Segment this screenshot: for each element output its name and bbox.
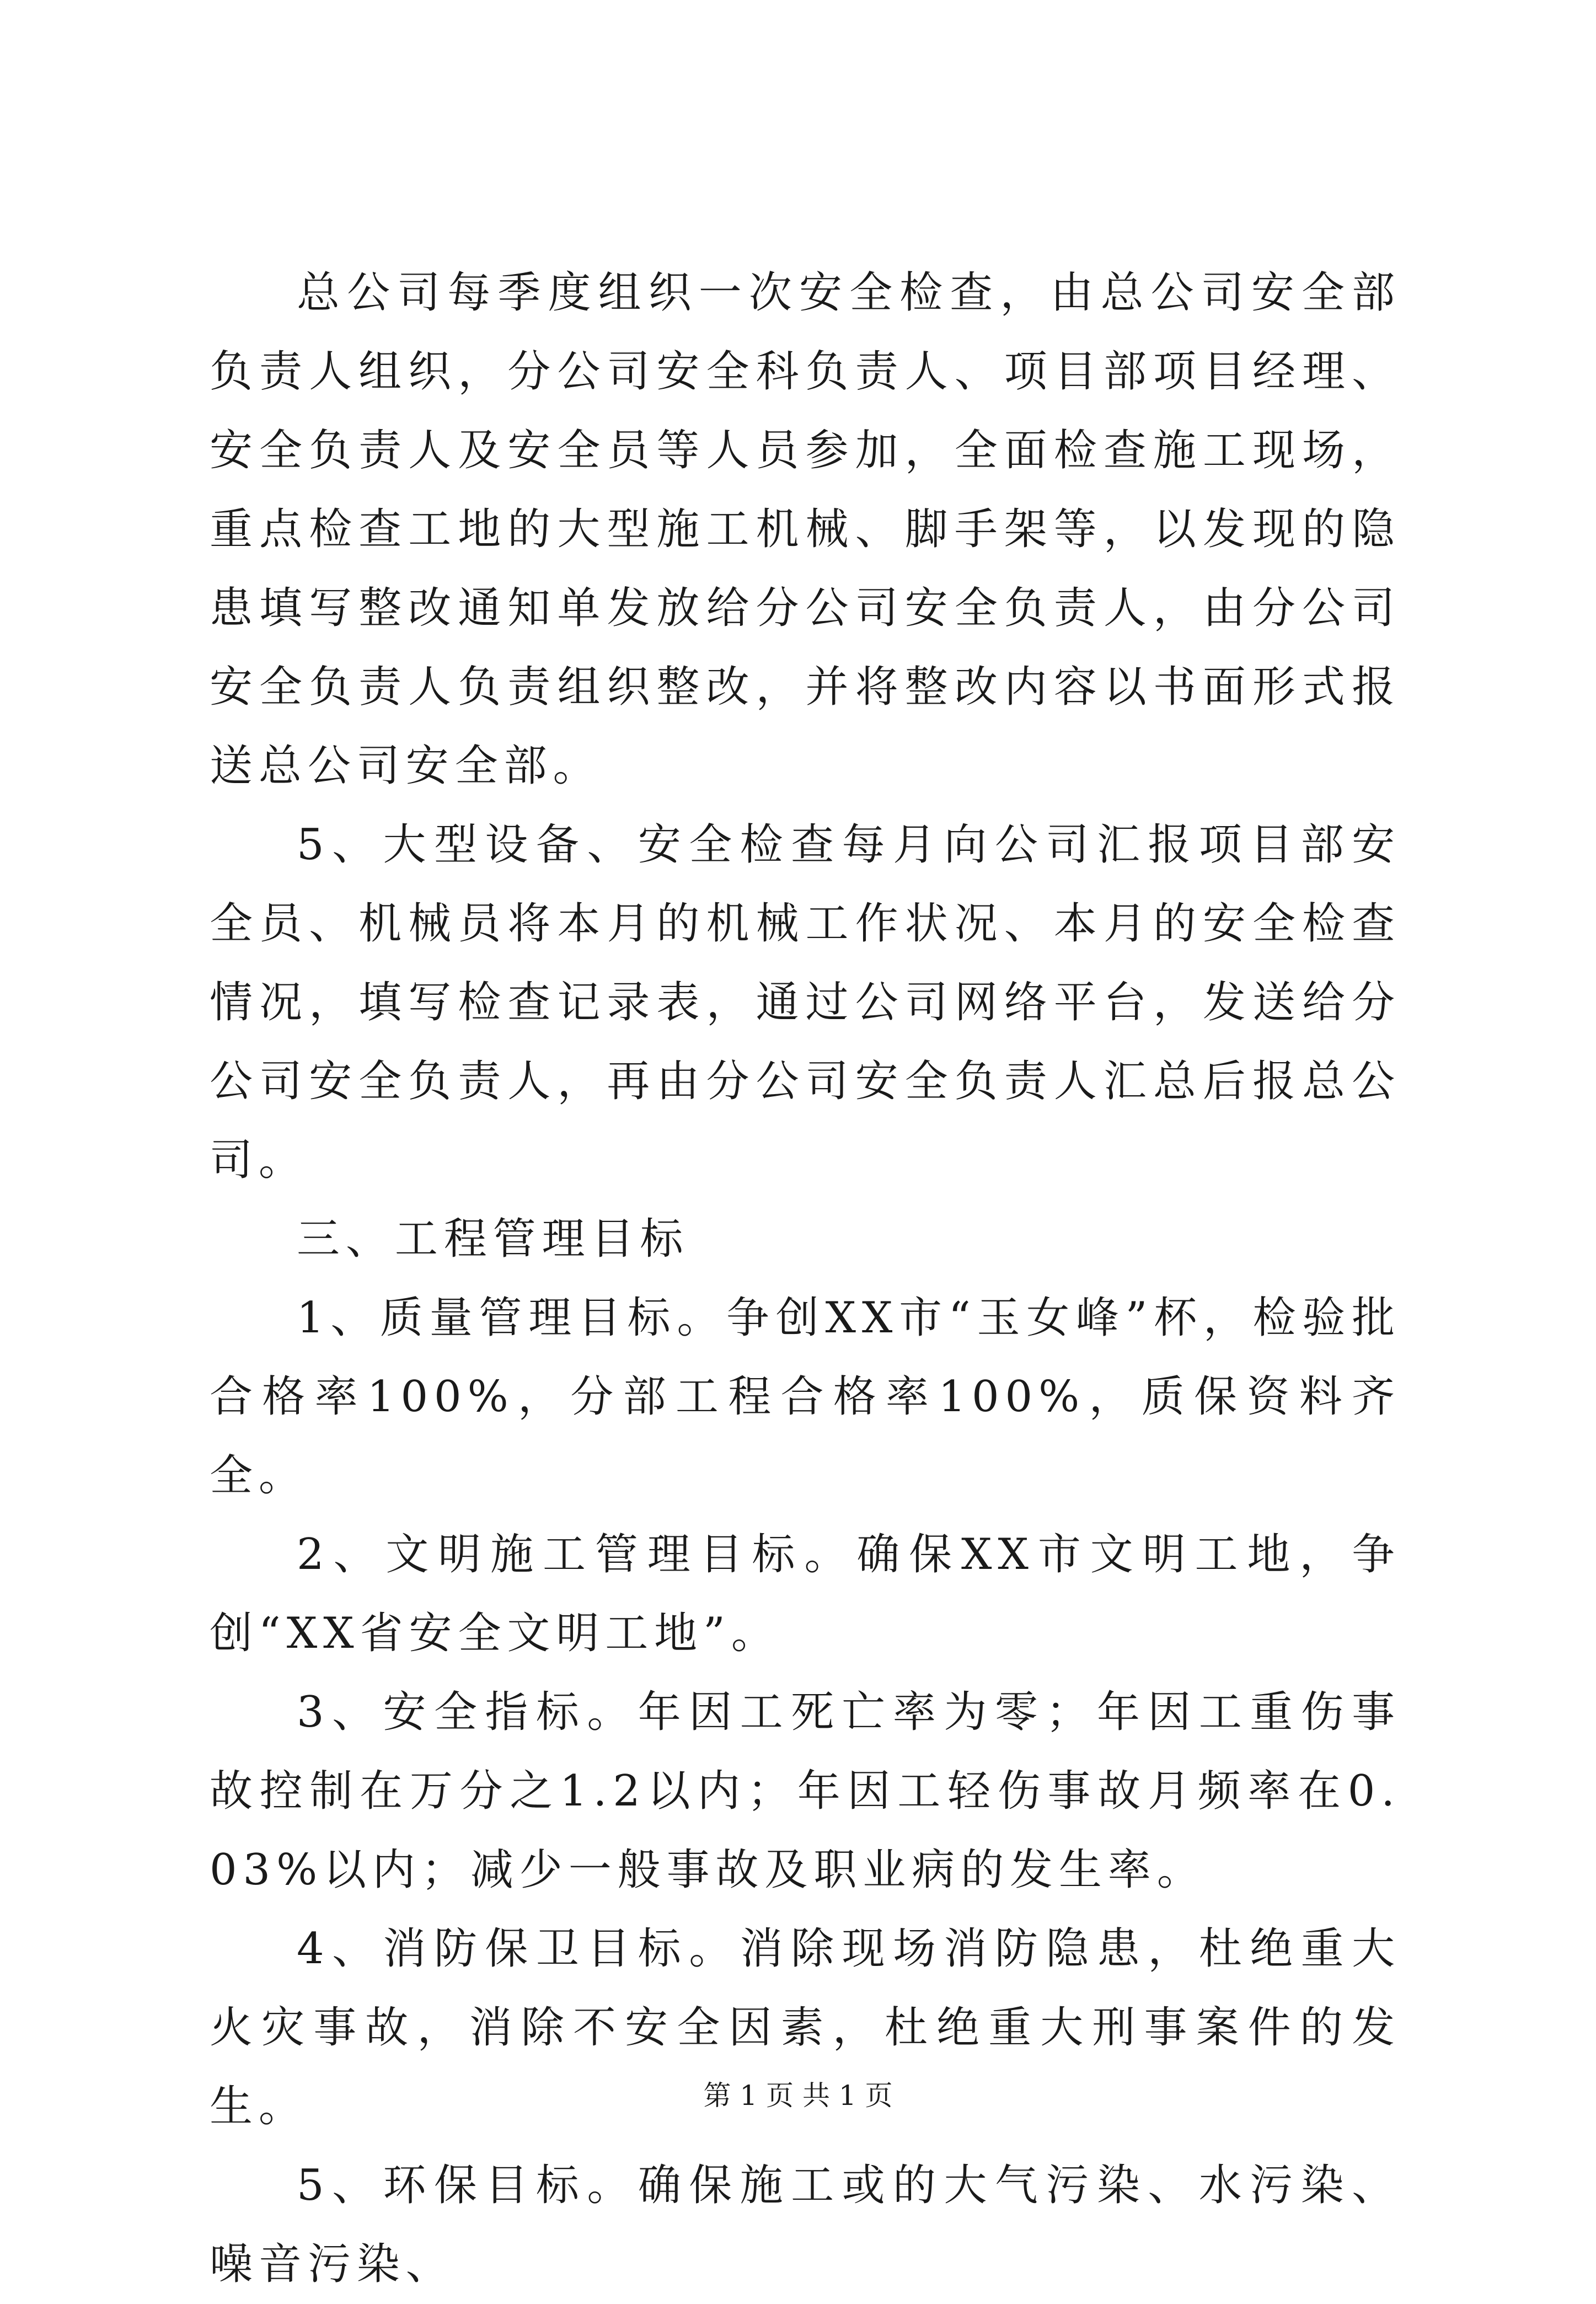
page-footer: 第 1 页 共 1 页	[703, 2080, 893, 2112]
section-heading-engineering-goals: 三、工程管理目标	[297, 1214, 689, 1264]
paragraph-fire-security-goal: 4、消防保卫目标。消除现场消防隐患，杜绝重大火灾事故，消除不安全因素，杜绝重大刑事案件的发生。	[210, 1924, 1401, 2131]
paragraph-safety-inspection: 总公司每季度组织一次安全检查，由总公司安全部负责人组织，分公司安全科负责人、项目部项目经理、安全负责人及安全员等人员参加，全面检查施工现场，重点检查工地的大型施工机械、脚手架等，以发现的隐患填写整改通知单发放给分公司安全负责人，由分公司安全负责人负责组织整改，并将整改内容以书面形式报送总公司安全部。	[210, 268, 1401, 791]
document-body	[210, 254, 1401, 2304]
paragraph-environmental-goal: 5、环保目标。确保施工或的大气污染、水污染、噪音污染、	[210, 2161, 1401, 2289]
paragraph-civilized-construction-goal: 2、文明施工管理目标。确保XX市文明工地，争创“XX省安全文明工地”。	[210, 1530, 1401, 1658]
paragraph-quality-goal: 1、质量管理目标。争创XX市“玉女峰”杯，检验批合格率100%，分部工程合格率100%，质保资料齐全。	[210, 1293, 1401, 1501]
paragraph-safety-indicators: 3、安全指标。年因工死亡率为零；年因工重伤事故控制在万分之1.2以内；年因工轻伤事故月频率在0.03%以内；减少一般事故及职业病的发生率。	[210, 1687, 1401, 1895]
paragraph-equipment-report: 5、大型设备、安全检查每月向公司汇报项目部安全员、机械员将本月的机械工作状况、本月的安全检查情况，填写检查记录表，通过公司网络平台，发送给分公司安全负责人，再由分公司安全负责人汇总后报总公司。	[210, 820, 1401, 1185]
